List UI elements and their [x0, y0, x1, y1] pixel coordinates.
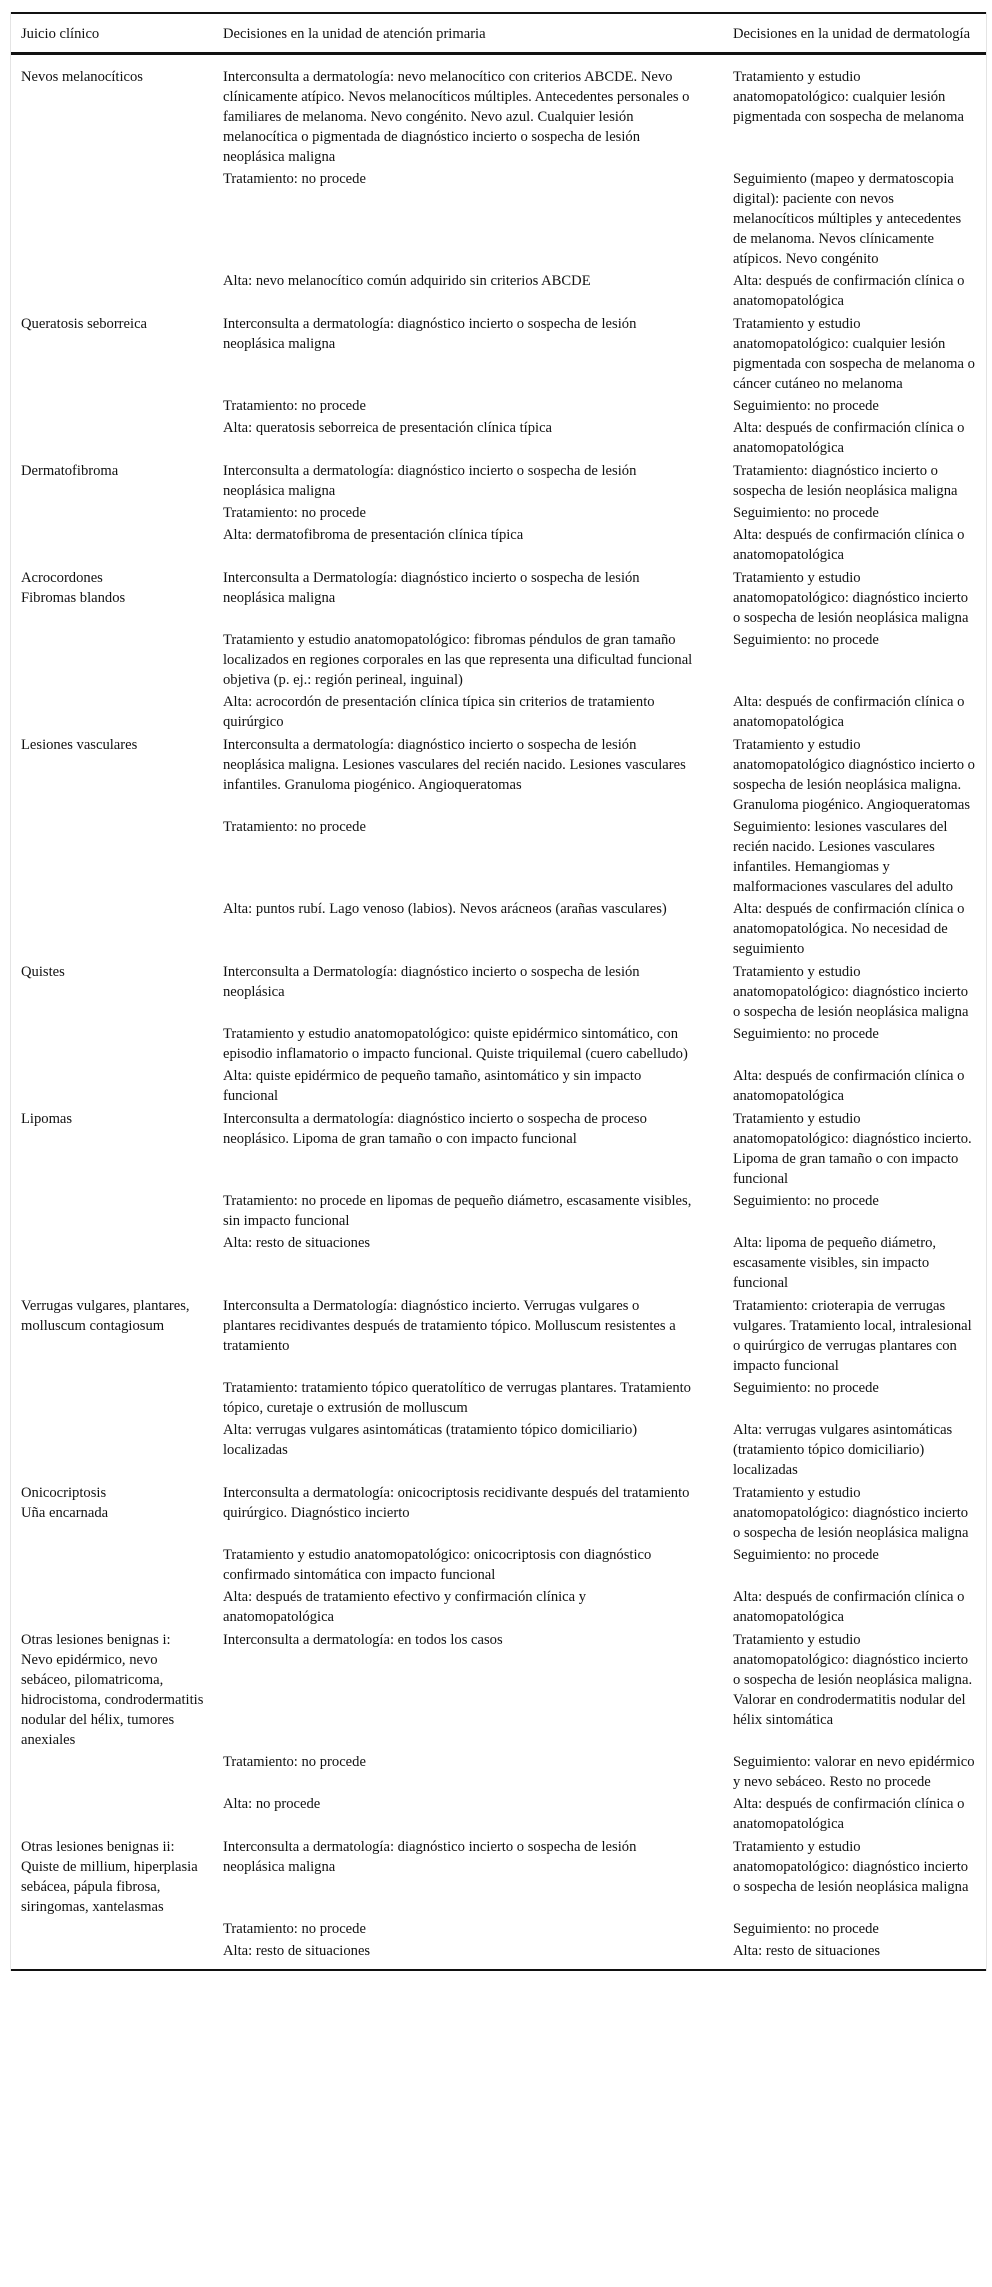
table-row [11, 168, 986, 270]
clinical-judgment-text: Lesiones vasculares [21, 737, 138, 753]
primary-care-decision-cell: Interconsulta a dermatología: nevo melanocítico con criterios ABCDE. Nevo clínicamente atípico. Nevos melanocíticos múltiples. Antecedentes personales o familiares de melanoma. Nevo congénito. Nevo azul. Cualquier lesión melanocítica o pigmentada de diagnóstico incierto o sospecha de lesión neoplásica maligna [223, 69, 690, 165]
primary-care-decision-cell: Tratamiento: tratamiento tópico queratolítico de verrugas plantares. Tratamiento tópico, curetaje o extrusión de molluscum [223, 1380, 691, 1416]
table-row [11, 566, 986, 629]
clinical-judgment-text: Nevo epidérmico, nevo sebáceo, pilomatricoma, hidrocistoma, condrodermatitis nodular del hélix, tumores anexiales [21, 1652, 204, 1748]
clinical-judgment-cell [11, 1232, 213, 1294]
table-row [11, 1107, 986, 1190]
primary-care-decision-cell: Interconsulta a dermatología: en todos los casos [223, 1632, 503, 1648]
dermatology-decision-cell: Tratamiento y estudio anatomopatológico: diagnóstico incierto o sospecha de lesión neoplásica maligna [733, 1839, 969, 1895]
dermatology-decision-cell: Alta: resto de situaciones [733, 1943, 881, 1959]
dermatology-decision-cell: Tratamiento y estudio anatomopatológico: diagnóstico incierto. Lipoma de gran tamaño o con impacto funcional [733, 1111, 972, 1187]
clinical-judgment-cell [11, 1065, 213, 1107]
dermatology-decision-cell: Seguimiento (mapeo y dermatoscopia digital): paciente con nevos melanocíticos múltiples y antecedentes de melanoma. Nevos clínicamente atípicos. Nevo congénito [733, 171, 962, 267]
primary-care-decision-cell: Alta: no procede [223, 1796, 321, 1812]
clinical-judgment-text: Verrugas vulgares, plantares, molluscum contagiosum [21, 1298, 190, 1334]
primary-care-decision-cell: Alta: después de tratamiento efectivo y confirmación clínica y anatomopatológica [223, 1589, 587, 1625]
table-row [11, 524, 986, 566]
clinical-judgment-cell [11, 270, 213, 312]
clinical-judgment-cell [11, 1918, 213, 1940]
table-row [11, 502, 986, 524]
primary-care-decision-cell: Alta: acrocordón de presentación clínica típica sin criterios de tratamiento quirúrgico [223, 694, 655, 730]
primary-care-decision-cell: Interconsulta a dermatología: diagnóstico incierto o sospecha de proceso neoplásico. Lipoma de gran tamaño o con impacto funcional [223, 1111, 647, 1147]
primary-care-decision-cell: Alta: puntos rubí. Lago venoso (labios). Nevos arácneos (arañas vasculares) [223, 901, 667, 917]
dermatology-decision-cell: Seguimiento: no procede [733, 398, 879, 414]
table-row [11, 1586, 986, 1628]
clinical-judgment-cell [11, 1481, 213, 1544]
dermatology-decision-cell: Tratamiento: diagnóstico incierto o sospecha de lesión neoplásica maligna [733, 463, 958, 499]
clinical-judgment-cell [11, 1377, 213, 1419]
clinical-judgment-text: Onicocriptosis [21, 1485, 107, 1501]
dermatology-decision-cell: Seguimiento: no procede [733, 1921, 879, 1937]
dermatology-decision-cell: Seguimiento: no procede [733, 1193, 879, 1209]
table-row [11, 1190, 986, 1232]
dermatology-decision-cell: Seguimiento: no procede [733, 1380, 879, 1396]
clinical-judgment-text: Queratosis seborreica [21, 316, 148, 332]
table-row [11, 1377, 986, 1419]
clinical-judgment-cell [11, 1628, 213, 1751]
primary-care-decision-cell: Tratamiento: no procede [223, 171, 366, 187]
dermatology-decision-cell: Seguimiento: no procede [733, 505, 879, 521]
clinical-decision-table [11, 12, 986, 1971]
dermatology-decision-cell: Seguimiento: no procede [733, 1026, 879, 1042]
primary-care-decision-cell: Tratamiento: no procede [223, 1921, 366, 1937]
table-row [11, 733, 986, 816]
clinical-judgment-cell [11, 1023, 213, 1065]
table-row [11, 1628, 986, 1751]
primary-care-decision-cell: Alta: dermatofibroma de presentación clínica típica [223, 527, 524, 543]
table-row [11, 898, 986, 960]
primary-care-decision-cell: Tratamiento y estudio anatomopatológico: quiste epidérmico sintomático, con episodio inflamatorio o impacto funcional. Quiste triquilemal (cuero cabelludo) [223, 1026, 688, 1062]
primary-care-decision-cell: Interconsulta a dermatología: onicocriptosis recidivante después del tratamiento quirúrgico. Diagnóstico incierto [223, 1485, 690, 1521]
clinical-judgment-cell [11, 898, 213, 960]
table-row [11, 1544, 986, 1586]
clinical-judgment-cell [11, 502, 213, 524]
clinical-judgment-cell [11, 524, 213, 566]
dermatology-decision-cell: Seguimiento: valorar en nevo epidérmico y nevo sebáceo. Resto no procede [733, 1754, 975, 1790]
dermatology-decision-cell: Tratamiento y estudio anatomopatológico: diagnóstico incierto o sospecha de lesión neoplásica maligna [733, 1485, 969, 1541]
clinical-judgment-cell [11, 691, 213, 733]
clinical-judgment-cell [11, 1835, 213, 1918]
dermatology-decision-cell: Seguimiento: no procede [733, 1547, 879, 1563]
primary-care-decision-cell: Alta: queratosis seborreica de presentación clínica típica [223, 420, 553, 436]
dermatology-decision-cell: Tratamiento y estudio anatomopatológico: cualquier lesión pigmentada con sospecha de melanoma [733, 69, 964, 125]
primary-care-decision-cell: Tratamiento y estudio anatomopatológico: onicocriptosis con diagnóstico confirmado sintomática con impacto funcional [223, 1547, 652, 1583]
table-row [11, 691, 986, 733]
dermatology-decision-cell: Alta: después de confirmación clínica o anatomopatológica [733, 1796, 965, 1832]
table-row [11, 1419, 986, 1481]
dermatology-decision-cell: Alta: después de confirmación clínica o anatomopatológica [733, 694, 965, 730]
table-row [11, 1023, 986, 1065]
table-header [11, 13, 986, 54]
table-row [11, 960, 986, 1023]
primary-care-decision-cell: Interconsulta a Dermatología: diagnóstico incierto o sospecha de lesión neoplásica maligna [223, 570, 640, 606]
primary-care-decision-cell: Interconsulta a Dermatología: diagnóstico incierto. Verrugas vulgares o plantares recidivantes después de tratamiento tópico. Molluscum resistentes a tratamiento [223, 1298, 676, 1354]
dermatology-decision-cell: Seguimiento: lesiones vasculares del recién nacido. Lesiones vasculares infantiles. Hemangiomas y malformaciones vasculares del adulto [733, 819, 954, 895]
clinical-judgment-text: Otras lesiones benignas i: [21, 1632, 171, 1648]
table-row [11, 1918, 986, 1940]
clinical-judgment-cell [11, 1940, 213, 1970]
table-row [11, 54, 986, 169]
table-row [11, 1793, 986, 1835]
clinical-judgment-text: Fibromas blandos [21, 590, 126, 606]
primary-care-decision-cell: Tratamiento: no procede [223, 819, 366, 835]
primary-care-decision-cell: Alta: resto de situaciones [223, 1943, 371, 1959]
primary-care-decision-cell: Tratamiento y estudio anatomopatológico: fibromas péndulos de gran tamaño localizados en regiones corporales en las que representa una dificultad funcional objetiva (p. ej.: región perineal, inguinal) [223, 632, 693, 688]
primary-care-decision-cell: Interconsulta a dermatología: diagnóstico incierto o sospecha de lesión neoplásica maligna [223, 463, 637, 499]
dermatology-decision-cell: Alta: después de confirmación clínica o anatomopatológica [733, 420, 965, 456]
primary-care-decision-cell: Interconsulta a dermatología: diagnóstico incierto o sospecha de lesión neoplásica maligna. Lesiones vasculares del recién nacido. Lesiones vasculares infantiles. Granuloma piogénico. Angioqueratomas [223, 737, 686, 793]
header-row [11, 13, 986, 54]
clinical-judgment-text: Uña encarnada [21, 1505, 109, 1521]
table-row [11, 816, 986, 898]
clinical-judgment-cell [11, 1751, 213, 1793]
primary-care-decision-cell: Interconsulta a dermatología: diagnóstico incierto o sospecha de lesión neoplásica maligna [223, 316, 637, 352]
table-row [11, 459, 986, 502]
clinical-judgment-cell [11, 960, 213, 1023]
clinical-judgment-cell [11, 733, 213, 816]
primary-care-decision-cell: Alta: verrugas vulgares asintomáticas (tratamiento tópico domiciliario) localizadas [223, 1422, 638, 1458]
clinical-judgment-text: Nevos melanocíticos [21, 69, 143, 85]
clinical-judgment-cell [11, 312, 213, 395]
header-primary-care-decisions: Decisiones en la unidad de atención primaria [213, 13, 723, 54]
clinical-judgment-text: Lipomas [21, 1111, 73, 1127]
primary-care-decision-cell: Tratamiento: no procede [223, 505, 366, 521]
dermatology-decision-cell: Tratamiento y estudio anatomopatológico diagnóstico incierto o sospecha de lesión neoplásica maligna. Granuloma piogénico. Angioqueratomas [733, 737, 975, 813]
primary-care-decision-cell: Interconsulta a dermatología: diagnóstico incierto o sospecha de lesión neoplásica maligna [223, 1839, 637, 1875]
clinical-judgment-text: Otras lesiones benignas ii: [21, 1839, 175, 1855]
clinical-judgment-cell [11, 54, 213, 169]
clinical-judgment-text: Dermatofibroma [21, 463, 119, 479]
table-body [11, 54, 986, 1971]
clinical-judgment-cell [11, 816, 213, 898]
dermatology-decision-cell: Tratamiento y estudio anatomopatológico: diagnóstico incierto o sospecha de lesión neoplásica maligna [733, 570, 969, 626]
dermatology-decision-cell: Alta: después de confirmación clínica o anatomopatológica [733, 273, 965, 309]
table-row [11, 417, 986, 459]
clinical-judgment-cell [11, 459, 213, 502]
dermatology-decision-cell: Alta: después de confirmación clínica o anatomopatológica. No necesidad de seguimiento [733, 901, 965, 957]
clinical-judgment-cell [11, 1419, 213, 1481]
dermatology-decision-cell: Tratamiento y estudio anatomopatológico: diagnóstico incierto o sospecha de lesión neoplásica maligna [733, 964, 969, 1020]
clinical-judgment-cell [11, 1793, 213, 1835]
clinical-judgment-text: Quiste de millium, hiperplasia sebácea, pápula fibrosa, siringomas, xantelasmas [21, 1859, 198, 1915]
table-row [11, 1065, 986, 1107]
table-row [11, 1294, 986, 1377]
dermatology-decision-cell: Alta: verrugas vulgares asintomáticas (tratamiento tópico domiciliario) localizadas [733, 1422, 953, 1478]
clinical-judgment-cell [11, 168, 213, 270]
primary-care-decision-cell: Interconsulta a Dermatología: diagnóstico incierto o sospecha de lesión neoplásica [223, 964, 640, 1000]
table-row [11, 270, 986, 312]
table-row [11, 1835, 986, 1918]
header-dermatology-decisions: Decisiones en la unidad de dermatología [723, 13, 986, 54]
primary-care-decision-cell: Tratamiento: no procede en lipomas de pequeño diámetro, escasamente visibles, sin impacto funcional [223, 1193, 692, 1229]
clinical-judgment-cell [11, 1107, 213, 1190]
dermatology-decision-cell: Alta: después de confirmación clínica o anatomopatológica [733, 1068, 965, 1104]
clinical-judgment-cell [11, 629, 213, 691]
primary-care-decision-cell: Alta: resto de situaciones [223, 1235, 371, 1251]
clinical-judgment-cell [11, 1294, 213, 1377]
clinical-judgment-cell [11, 1544, 213, 1586]
table-row [11, 1751, 986, 1793]
dermatology-decision-cell: Alta: lipoma de pequeño diámetro, escasamente visibles, sin impacto funcional [733, 1235, 937, 1291]
clinical-judgment-text: Quistes [21, 964, 65, 980]
primary-care-decision-cell: Alta: nevo melanocítico común adquirido sin criterios ABCDE [223, 273, 591, 289]
dermatology-decision-cell: Tratamiento: crioterapia de verrugas vulgares. Tratamiento local, intralesional o quirúrgico de verrugas plantares con impacto funcional [733, 1298, 972, 1374]
dermatology-decision-cell: Alta: después de confirmación clínica o anatomopatológica [733, 1589, 965, 1625]
dermatology-decision-cell: Tratamiento y estudio anatomopatológico: diagnóstico incierto o sospecha de lesión neoplásica maligna. Valorar en condrodermatitis nodular del hélix sintomática [733, 1632, 973, 1728]
primary-care-decision-cell: Tratamiento: no procede [223, 398, 366, 414]
clinical-judgment-cell [11, 566, 213, 629]
clinical-judgment-text: Acrocordones [21, 570, 103, 586]
dermatology-decision-cell: Tratamiento y estudio anatomopatológico: cualquier lesión pigmentada con sospecha de melanoma o cáncer cutáneo no melanoma [733, 316, 975, 392]
primary-care-decision-cell: Alta: quiste epidérmico de pequeño tamaño, asintomático y sin impacto funcional [223, 1068, 642, 1104]
decision-table-container [10, 12, 987, 1971]
clinical-judgment-cell [11, 1586, 213, 1628]
table-row [11, 395, 986, 417]
table-row [11, 1232, 986, 1294]
table-row [11, 1481, 986, 1544]
clinical-judgment-cell [11, 417, 213, 459]
table-row [11, 1940, 986, 1970]
dermatology-decision-cell: Alta: después de confirmación clínica o anatomopatológica [733, 527, 965, 563]
clinical-judgment-cell [11, 1190, 213, 1232]
table-row [11, 312, 986, 395]
header-clinical-judgment: Juicio clínico [11, 13, 213, 54]
table-row [11, 629, 986, 691]
clinical-judgment-cell [11, 395, 213, 417]
dermatology-decision-cell: Seguimiento: no procede [733, 632, 879, 648]
primary-care-decision-cell: Tratamiento: no procede [223, 1754, 366, 1770]
